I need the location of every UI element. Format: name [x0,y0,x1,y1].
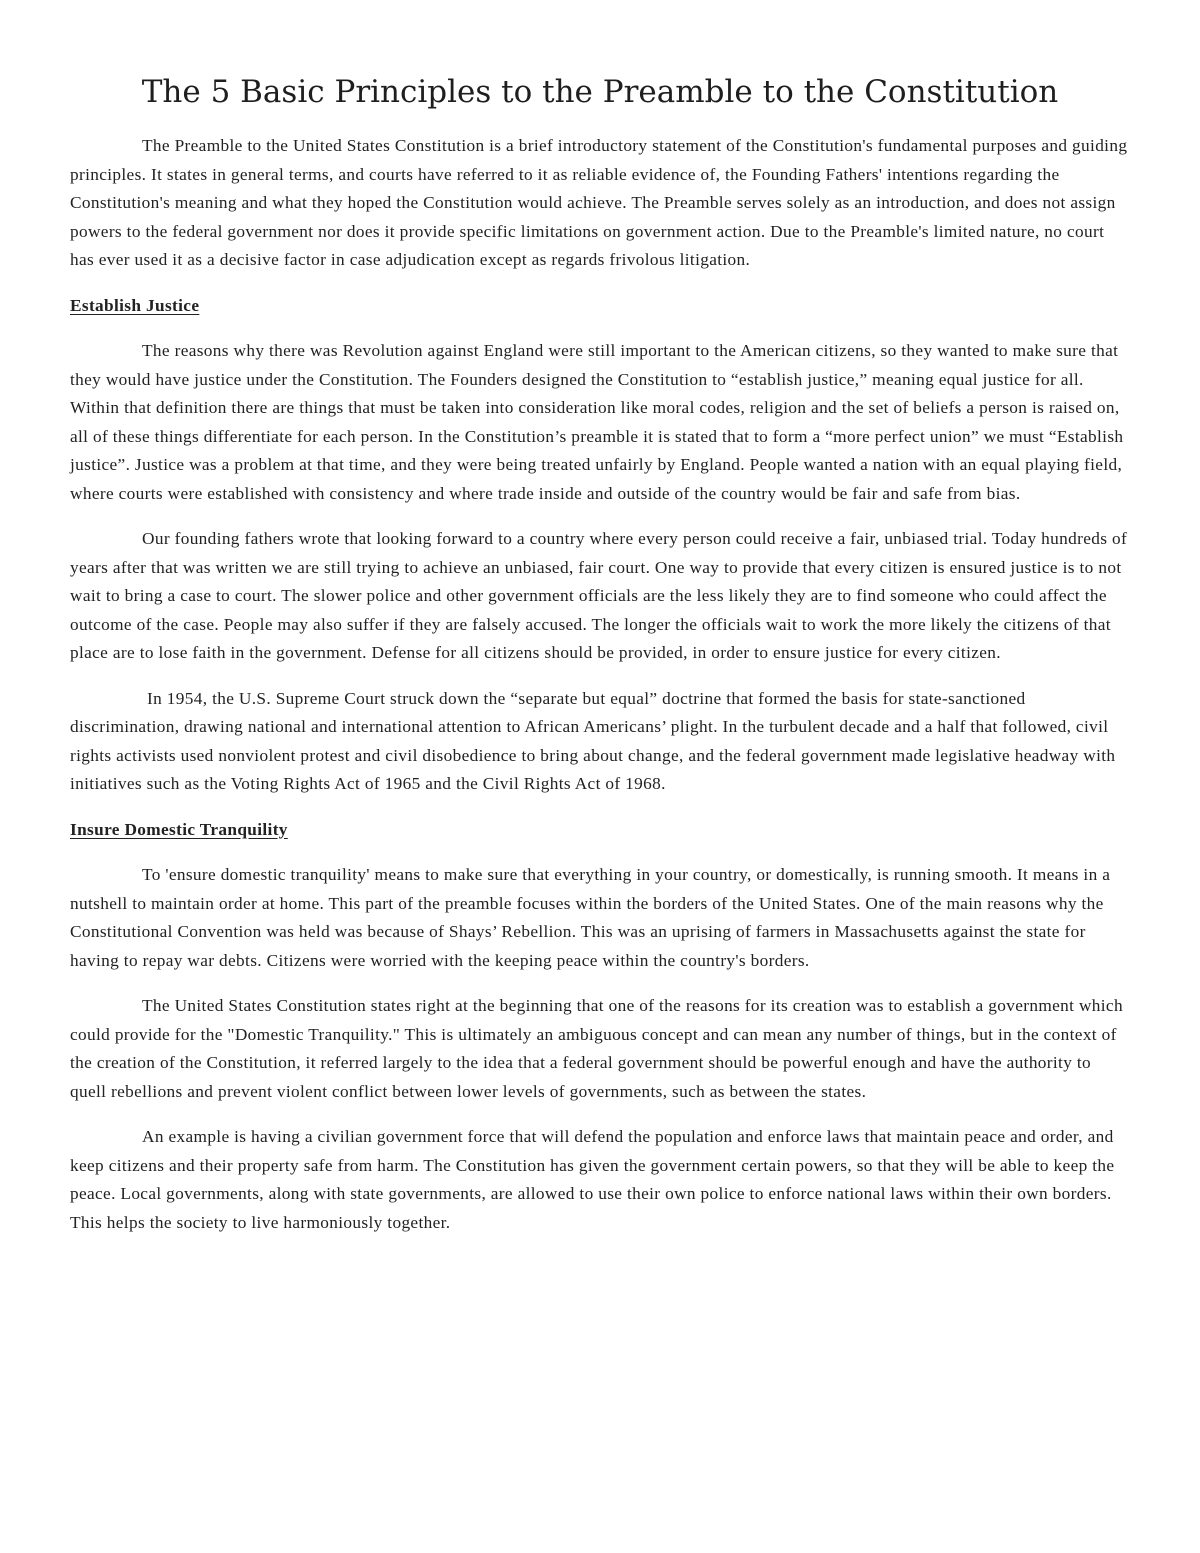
body-paragraph: The United States Constitution states right at the beginning that one of the reasons for its creation was to establish a government which could provide for the "Domestic Tranquility." This is ultimately an ambiguous concept and can mean any number of things, but in the context of the creation of the Constitution, it referred largely to the idea that a federal government should be powerful enough and have the authority to quell rebellions and prevent violent conflict between lower levels of governments, such as between the states. [70,996,1123,1101]
document-title: The 5 Basic Principles to the Preamble to the Constitution [141,74,1059,110]
body-paragraph: An example is having a civilian government force that will defend the population and enforce laws that maintain peace and order, and keep citizens and their property safe from harm. The Constitution has given the government certain powers, so that they will be able to keep the peace. Local governments, along with state governments, are allowed to use their own police to enforce national laws within their own borders. This helps the society to live harmoniously together. [70,1127,1115,1232]
section-heading: Insure Domestic Tranquility [70,819,288,839]
body-paragraph: The reasons why there was Revolution against England were still important to the American citizens, so they wanted to make sure that they would have justice under the Constitution. The Founders designed the Constitution to “establish justice,” meaning equal justice for all. Within that definition there are things that must be taken into consideration like moral codes, religion and the set of beliefs a person is raised on, all of these things differentiate for each person. In the Constitution’s preamble it is stated that to form a “more perfect union” we must “Establish justice”. Justice was a problem at that time, and they were being treated unfairly by England. People wanted a nation with an equal playing field, where courts were established with consistency and where trade inside and outside of the country would be fair and safe from bias. [70,341,1124,503]
body-paragraph: In 1954, the U.S. Supreme Court struck down the “separate but equal” doctrine that formed the basis for state-sanctioned discrimination, drawing national and international attention to African Americans’ plight. In the turbulent decade and a half that followed, civil rights activists used nonviolent protest and civil disobedience to bring about change, and the federal government made legislative headway with initiatives such as the Voting Rights Act of 1965 and the Civil Rights Act of 1968. [70,688,1116,793]
section-heading: Establish Justice [70,295,200,315]
document-page [70,70,1130,1254]
section-insure-domestic-tranquility [70,816,1130,1238]
body-paragraph: To 'ensure domestic tranquility' means to make sure that everything in your country, or domestically, is running smooth. It means in a nutshell to maintain order at home. This part of the preamble focuses within the borders of the United States. One of the main reasons why the Constitutional Convention was held was because of Shays’ Rebellion. This was an uprising of farmers in Massachusetts against the state for having to repay war debts. Citizens were worried with the keeping peace within the country's borders. [70,865,1111,970]
intro-paragraph: The Preamble to the United States Constitution is a brief introductory statement of the Constitution's fundamental purposes and guiding principles. It states in general terms, and courts have referred to it as reliable evidence of, the Founding Fathers' intentions regarding the Constitution's meaning and what they hoped the Constitution would achieve. The Preamble serves solely as an introduction, and does not assign powers to the federal government nor does it provide specific limitations on government action. Due to the Preamble's limited nature, no court has ever used it as a decisive factor in case adjudication except as regards frivolous litigation. [70,136,1128,269]
section-establish-justice [70,292,1130,799]
body-paragraph: Our founding fathers wrote that looking forward to a country where every person could receive a fair, unbiased trial. Today hundreds of years after that was written we are still trying to achieve an unbiased, fair court. One way to provide that every citizen is ensured justice is to not wait to bring a case to court. The slower police and other government officials are the less likely they are to find someone who could affect the outcome of the case. People may also suffer if they are falsely accused. The longer the officials wait to work the more likely the citizens of that place are to lose faith in the government. Defense for all citizens should be provided, in order to ensure justice for every citizen. [70,529,1128,662]
